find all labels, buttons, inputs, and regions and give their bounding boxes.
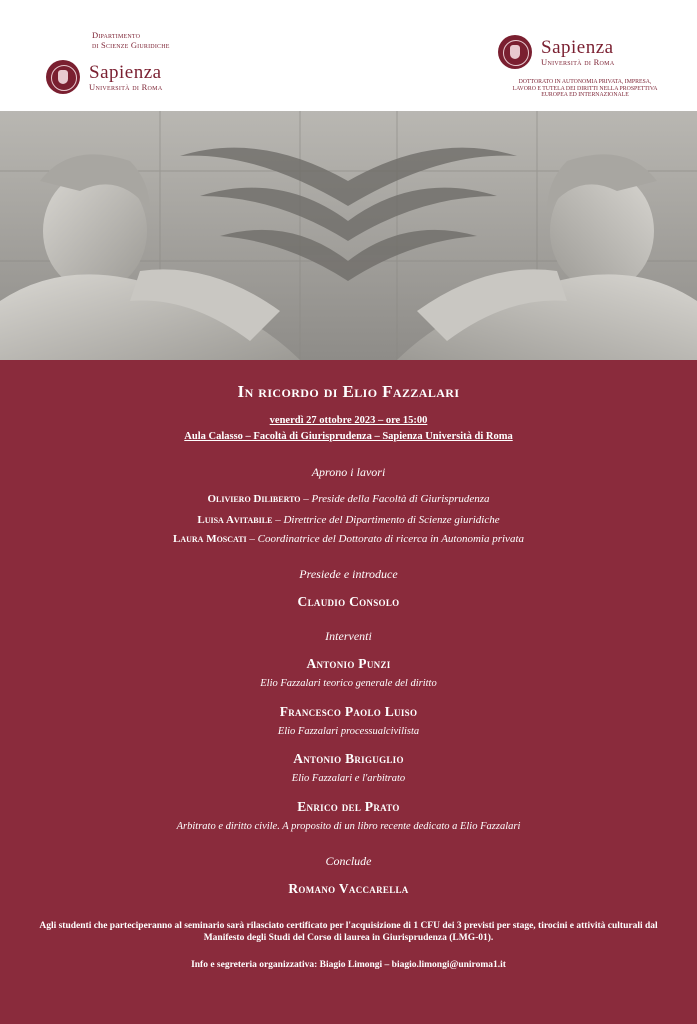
sapienza-seal-icon xyxy=(46,60,80,94)
department-line-2: di Scienze Giuridiche xyxy=(92,40,170,50)
talk-topic: Arbitrato e diritto civile. A proposito di un libro recente dedicato a Elio Fazzalari xyxy=(176,821,521,832)
talk-speaker: Antonio Briguglio xyxy=(293,751,404,766)
speaker-role: – Preside della Facoltà di Giurisprudenza xyxy=(300,493,490,505)
event-venue: Aula Calasso – Facoltà di Giurisprudenza – Sapienza Università di Roma xyxy=(184,431,513,442)
opening-speaker xyxy=(0,493,697,505)
event-title: In ricordo di Elio Fazzalari xyxy=(237,382,460,401)
speaker-name: Oliviero Diliberto xyxy=(207,493,301,505)
talk-speaker: Enrico del Prato xyxy=(297,799,400,814)
closing-name: Romano Vaccarella xyxy=(288,881,409,896)
chair-name: Claudio Consolo xyxy=(297,594,400,609)
talk-speaker: Antonio Punzi xyxy=(306,656,391,671)
opening-speaker xyxy=(0,514,697,526)
phd-program-name: DOTTORATO IN AUTONOMIA PRIVATA, IMPRESA, LAVORO E TUTELA DEI DIRITTI NELLA PROSPETTIVA EUROPEA ED INTERNAZIONALE xyxy=(512,79,658,99)
contact-info: Info e segreteria organizzativa: Biagio Limongi – biagio.limongi@uniroma1.it xyxy=(191,960,506,970)
sapienza-seal-icon xyxy=(498,35,532,69)
speaker-name: Laura Moscati xyxy=(173,533,247,545)
talk-speaker: Francesco Paolo Luiso xyxy=(279,704,418,719)
hero-sculpture-image xyxy=(0,111,697,360)
talk-topic: Elio Fazzalari teorico generale del diritto xyxy=(260,678,437,689)
logo-subtitle: Università di Roma xyxy=(541,56,615,67)
department-line-1: Dipartimento xyxy=(92,30,141,40)
talks-heading: Interventi xyxy=(325,629,372,643)
cfu-note: Agli studenti che parteciperanno al seminario sarà rilasciato certificato per l'acquisizione di 1 CFU dei 3 previsti per stage, tirocini e attività culturali dal Manifesto degli Studi del Corso di laurea in Giurisprudenza (LMG-01). xyxy=(39,921,658,943)
closing-heading: Conclude xyxy=(325,854,372,868)
speaker-role: – Coordinatrice del Dottorato di ricerca in Autonomia privata xyxy=(246,533,524,545)
department-name xyxy=(92,30,170,50)
speaker-role: – Direttrice del Dipartimento di Scienze giuridiche xyxy=(272,514,500,526)
opening-speaker xyxy=(0,533,697,545)
chair-heading: Presiede e introduce xyxy=(299,567,398,581)
program-panel xyxy=(0,360,697,1024)
talk-topic: Elio Fazzalari e l'arbitrato xyxy=(291,773,406,784)
sapienza-logo-left xyxy=(46,60,162,94)
sapienza-logo-right xyxy=(498,35,614,69)
speaker-name: Luisa Avitabile xyxy=(197,514,273,526)
logo-subtitle: Università di Roma xyxy=(89,81,163,92)
talk-topic: Elio Fazzalari processualcivilista xyxy=(277,726,420,737)
opening-heading: Aprono i lavori xyxy=(311,465,386,479)
logo-name: Sapienza xyxy=(89,61,162,83)
logo-name: Sapienza xyxy=(541,36,614,58)
event-date: venerdì 27 ottobre 2023 – ore 15:00 xyxy=(269,415,428,426)
header xyxy=(0,0,697,111)
